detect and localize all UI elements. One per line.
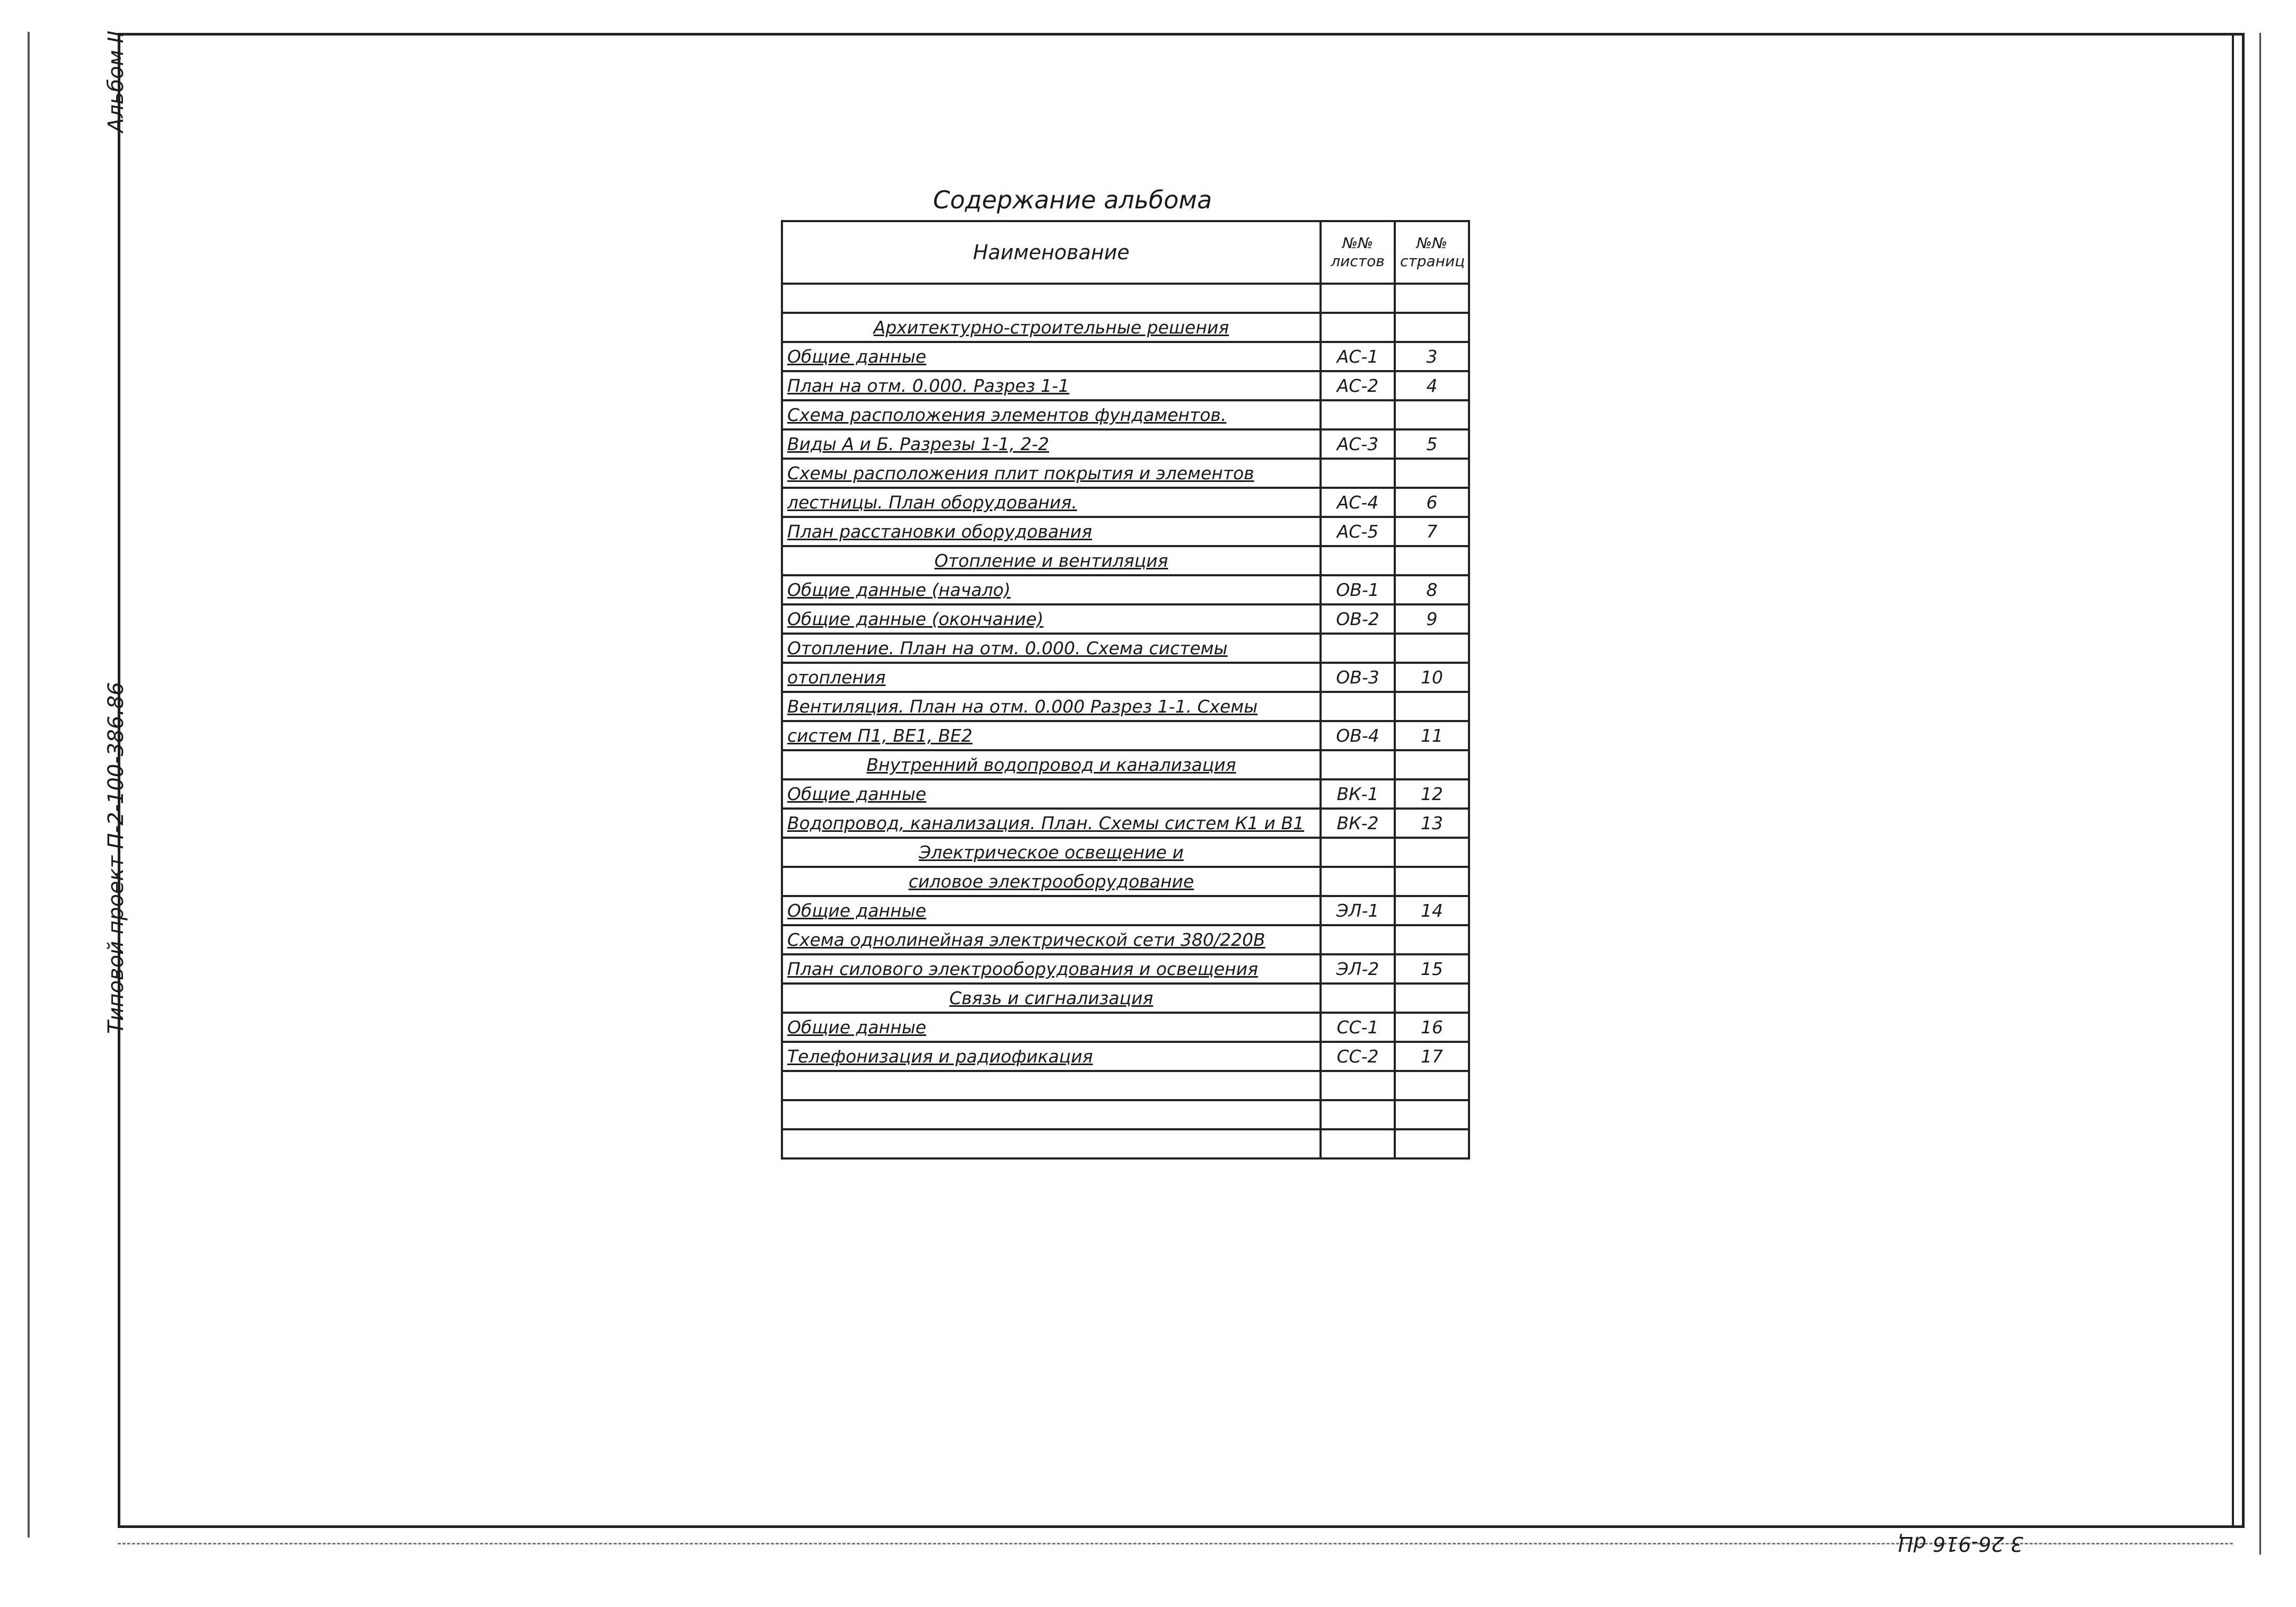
row-page [1395, 925, 1469, 954]
row-name: Общие данные [782, 896, 1321, 925]
section-row [782, 546, 1469, 575]
section-row [782, 313, 1469, 342]
row-name: Телефонизация и радиофикация [782, 1042, 1321, 1071]
table-row [782, 721, 1469, 750]
row-sheet: АС-3 [1321, 429, 1395, 459]
row-page [1395, 400, 1469, 429]
row-name: Общие данные [782, 1013, 1321, 1042]
row-sheet [1321, 546, 1395, 575]
row-page: 9 [1395, 604, 1469, 634]
row-sheet [1321, 1071, 1395, 1100]
row-name: Схема однолинейная электрической сети 380/220В [782, 925, 1321, 954]
blank-row [782, 1100, 1469, 1129]
row-name [782, 284, 1321, 313]
row-name: Схема расположения элементов фундаментов. [782, 400, 1321, 429]
row-name: лестницы. План оборудования. [782, 488, 1321, 517]
table-row [782, 429, 1469, 459]
section-row [782, 838, 1469, 867]
row-sheet [1321, 838, 1395, 867]
row-sheet: ВК-2 [1321, 809, 1395, 838]
row-sheet [1321, 750, 1395, 779]
row-name: Общие данные [782, 779, 1321, 809]
row-name: Общие данные (начало) [782, 575, 1321, 604]
table-row [782, 604, 1469, 634]
section-title: Отопление и вентиляция [782, 546, 1321, 575]
row-name: План расстановки оборудования [782, 517, 1321, 546]
header-page-line2: страниц [1400, 252, 1465, 270]
row-sheet [1321, 313, 1395, 342]
section-title: Внутренний водопровод и канализация [782, 750, 1321, 779]
row-name: Виды А и Б. Разрезы 1-1, 2-2 [782, 429, 1321, 459]
table-row [782, 575, 1469, 604]
row-name: отопления [782, 663, 1321, 692]
binding-line [28, 32, 30, 1538]
table-row [782, 488, 1469, 517]
row-page: 16 [1395, 1013, 1469, 1042]
row-name [782, 1071, 1321, 1100]
row-sheet [1321, 634, 1395, 663]
row-name: Общие данные [782, 342, 1321, 371]
row-page: 17 [1395, 1042, 1469, 1071]
row-sheet: АС-1 [1321, 342, 1395, 371]
row-sheet: ОВ-4 [1321, 721, 1395, 750]
row-sheet [1321, 867, 1395, 896]
row-name [782, 1100, 1321, 1129]
page-title: Содержание альбома [933, 186, 1212, 214]
row-page: 13 [1395, 809, 1469, 838]
blank-row [782, 284, 1469, 313]
row-page: 8 [1395, 575, 1469, 604]
frame-inner-right-line [2232, 33, 2234, 1528]
corner-stamp: 3 26-916 dЦ [1898, 1532, 2024, 1556]
section-row [782, 867, 1469, 896]
section-title: Электрическое освещение и [782, 838, 1321, 867]
row-sheet: ОВ-2 [1321, 604, 1395, 634]
row-page [1395, 750, 1469, 779]
row-page: 14 [1395, 896, 1469, 925]
row-page: 11 [1395, 721, 1469, 750]
row-sheet [1321, 400, 1395, 429]
table-row [782, 634, 1469, 663]
row-name: План силового электрооборудования и освещения [782, 954, 1321, 983]
row-page [1395, 284, 1469, 313]
side-stamp-project: Типовой проект П-2-100-386.86 [104, 682, 128, 1034]
row-page [1395, 838, 1469, 867]
side-stamp-album: Альбом II [104, 30, 128, 133]
row-sheet: АС-5 [1321, 517, 1395, 546]
row-page: 6 [1395, 488, 1469, 517]
table-header-row [782, 221, 1469, 284]
header-sheet-line1: №№ [1342, 234, 1374, 252]
table-row [782, 925, 1469, 954]
row-page [1395, 692, 1469, 721]
row-page [1395, 313, 1469, 342]
row-sheet [1321, 925, 1395, 954]
row-page: 5 [1395, 429, 1469, 459]
table-row [782, 896, 1469, 925]
row-sheet: АС-2 [1321, 371, 1395, 400]
section-title: силовое электрооборудование [782, 867, 1321, 896]
row-page: 12 [1395, 779, 1469, 809]
table-row [782, 1013, 1469, 1042]
table-row [782, 663, 1469, 692]
section-row [782, 750, 1469, 779]
row-name: План на отм. 0.000. Разрез 1-1 [782, 371, 1321, 400]
row-page: 3 [1395, 342, 1469, 371]
row-sheet: АС-4 [1321, 488, 1395, 517]
table-row [782, 692, 1469, 721]
row-sheet: ОВ-1 [1321, 575, 1395, 604]
header-page-line1: №№ [1416, 234, 1448, 252]
row-page [1395, 983, 1469, 1013]
section-title: Связь и сигнализация [782, 983, 1321, 1013]
table-row [782, 954, 1469, 983]
frame-outer-right-line [2259, 33, 2261, 1555]
row-sheet [1321, 1129, 1395, 1158]
table-row [782, 1042, 1469, 1071]
table-row [782, 517, 1469, 546]
table-row [782, 400, 1469, 429]
row-page [1395, 867, 1469, 896]
section-title: Архитектурно-строительные решения [782, 313, 1321, 342]
row-sheet: ОВ-3 [1321, 663, 1395, 692]
row-page: 10 [1395, 663, 1469, 692]
table-row [782, 779, 1469, 809]
header-page [1395, 221, 1469, 284]
row-sheet [1321, 284, 1395, 313]
row-page: 7 [1395, 517, 1469, 546]
row-name [782, 1129, 1321, 1158]
table-row [782, 459, 1469, 488]
row-sheet [1321, 1100, 1395, 1129]
row-page [1395, 1071, 1469, 1100]
row-page: 4 [1395, 371, 1469, 400]
table-row [782, 342, 1469, 371]
row-sheet [1321, 692, 1395, 721]
row-sheet: ВК-1 [1321, 779, 1395, 809]
row-name: Общие данные (окончание) [782, 604, 1321, 634]
header-name: Наименование [782, 221, 1321, 284]
row-sheet: ЭЛ-1 [1321, 896, 1395, 925]
contents-table [781, 220, 1470, 1160]
section-row [782, 983, 1469, 1013]
row-sheet [1321, 983, 1395, 1013]
row-sheet: ЭЛ-2 [1321, 954, 1395, 983]
row-name: Вентиляция. План на отм. 0.000 Разрез 1-1. Схемы [782, 692, 1321, 721]
row-name: Водопровод, канализация. План. Схемы систем К1 и В1 [782, 809, 1321, 838]
header-sheet-line2: листов [1331, 252, 1385, 270]
row-name: Отопление. План на отм. 0.000. Схема системы [782, 634, 1321, 663]
row-page [1395, 1129, 1469, 1158]
row-sheet: СС-1 [1321, 1013, 1395, 1042]
row-page [1395, 459, 1469, 488]
row-page: 15 [1395, 954, 1469, 983]
row-sheet: СС-2 [1321, 1042, 1395, 1071]
blank-row [782, 1129, 1469, 1158]
row-sheet [1321, 459, 1395, 488]
header-sheet [1321, 221, 1395, 284]
row-page [1395, 634, 1469, 663]
blank-row [782, 1071, 1469, 1100]
row-name: Схемы расположения плит покрытия и элементов [782, 459, 1321, 488]
row-page [1395, 546, 1469, 575]
row-name: систем П1, ВЕ1, ВЕ2 [782, 721, 1321, 750]
table-row [782, 809, 1469, 838]
table-row [782, 371, 1469, 400]
row-page [1395, 1100, 1469, 1129]
